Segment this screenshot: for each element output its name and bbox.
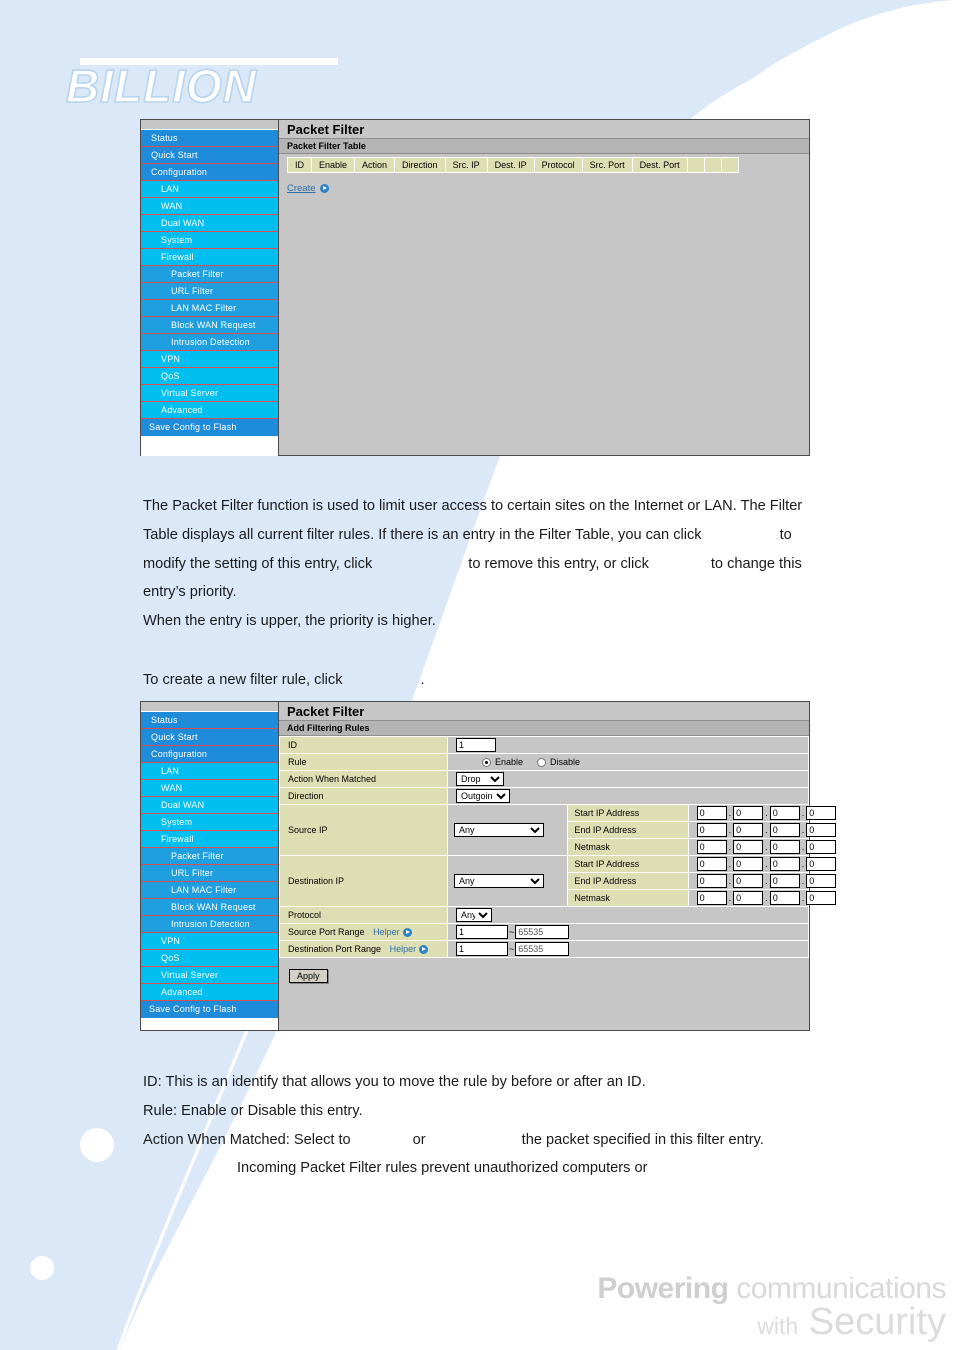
label-source-end-ip: End IP Address: [568, 822, 688, 839]
col-protocol: Protocol: [534, 158, 582, 173]
destination-helper-label: Helper: [389, 944, 417, 954]
label-id: ID: [280, 737, 448, 754]
destination-start-ip-octet-1[interactable]: [697, 857, 727, 871]
footer-communications: communications: [736, 1272, 946, 1306]
sidebar-b-item-quick-start[interactable]: Quick Start: [141, 729, 278, 746]
panel-b-title: Packet Filter: [279, 702, 809, 721]
sidebar-item-lan-mac-filter[interactable]: LAN MAC Filter: [141, 300, 278, 317]
sidebar-top-spacer: [141, 120, 278, 130]
destination-end-ip-octet-2[interactable]: [733, 874, 763, 888]
p1-part-b: to modify the setting of this entry, click: [143, 526, 792, 572]
footer-powering: Powering: [597, 1272, 729, 1306]
label-destination-start-ip: Start IP Address: [568, 856, 688, 873]
sidebar-b-item-virtual-server[interactable]: Virtual Server: [141, 967, 278, 984]
sidebar-bottom-filler: [141, 436, 278, 456]
source-end-ip-octet-3[interactable]: [770, 823, 800, 837]
sidebar-b-item-save-config-to-flash[interactable]: Save Config to Flash: [141, 1001, 278, 1018]
destination-start-ip-octet-2[interactable]: [733, 857, 763, 871]
source-port-from-input[interactable]: [456, 925, 508, 939]
cell-source-start-ip: 0 . 0 . 0 . 0: [688, 805, 808, 822]
sidebar-b-top-spacer: [141, 702, 278, 712]
source-netmask-octet-2[interactable]: [733, 840, 763, 854]
label-destination-port-range: [280, 941, 448, 958]
sidebar-b-item-system[interactable]: System: [141, 814, 278, 831]
sidebar-b-item-status[interactable]: Status: [141, 712, 278, 729]
sidebar-item-url-filter[interactable]: URL Filter: [141, 283, 278, 300]
destination-netmask-octet-2[interactable]: [733, 891, 763, 905]
source-port-to-input[interactable]: [515, 925, 569, 939]
destination-netmask-octet-1[interactable]: [697, 891, 727, 905]
source-start-ip-octet-1[interactable]: [697, 806, 727, 820]
p3-part-a: To create a new filter rule, click: [143, 672, 343, 688]
source-start-ip-octet-2[interactable]: [733, 806, 763, 820]
destination-end-ip-octet-4[interactable]: [806, 874, 836, 888]
row-destination-ip-start: [280, 856, 809, 873]
rule-enable-label: Enable: [495, 757, 524, 767]
sidebar-b-item-firewall[interactable]: Firewall: [141, 831, 278, 848]
cell-action-value: [448, 771, 809, 788]
col-empty-3: [721, 158, 738, 173]
source-end-ip-octet-2[interactable]: [733, 823, 763, 837]
destination-end-ip-octet-1[interactable]: [697, 874, 727, 888]
cell-destination-ip-mode: [448, 856, 568, 907]
row-direction: [280, 788, 809, 805]
rule-disable-label: Disable: [550, 757, 581, 767]
source-end-ip-octet-1[interactable]: [697, 823, 727, 837]
cell-destination-netmask: 0 . 0 . 0 . 0: [688, 890, 808, 907]
sidebar-item-quick-start[interactable]: Quick Start: [141, 147, 278, 164]
col-enable: Enable: [312, 158, 355, 173]
sidebar-item-status[interactable]: Status: [141, 130, 278, 147]
arrow-right-icon: [403, 928, 412, 937]
row-rule: [280, 754, 809, 771]
row-id: [280, 737, 809, 754]
col-src-port: Src. Port: [582, 158, 632, 173]
panel-a-subtitle: Packet Filter Table: [279, 139, 809, 154]
sidebar-b-item-vpn[interactable]: VPN: [141, 933, 278, 950]
label-destination-ip: Destination IP: [280, 856, 448, 907]
sidebar-b-item-lan-mac-filter[interactable]: LAN MAC Filter: [141, 882, 278, 899]
label-action-when-matched: Action When Matched: [280, 771, 448, 788]
p1-part-a: The Packet Filter function is used to limit user access to certain sites on the Internet or LAN. The Filter Table displays all current filter rules. If there is an entry in the Filter Table, you can click: [143, 498, 803, 543]
sidebar-a: [141, 120, 279, 455]
cell-destination-port-range: 1 ~ 65535: [448, 941, 809, 958]
billion-logo: [62, 54, 352, 116]
paragraph-create-rule: [143, 666, 823, 695]
row-protocol: [280, 907, 809, 924]
destination-start-ip-octet-4[interactable]: [806, 857, 836, 871]
destination-port-from-input[interactable]: [456, 942, 508, 956]
sidebar-item-qos[interactable]: QoS: [141, 368, 278, 385]
panel-a-main: [279, 120, 809, 455]
sidebar-b-bottom-filler: [141, 1018, 278, 1030]
sidebar-b: [141, 702, 279, 1030]
footer-security: Security: [808, 1300, 946, 1343]
p4-line2: Rule: Enable or Disable this entry.: [143, 1102, 363, 1119]
row-destination-port-range: [280, 941, 809, 958]
source-port-helper-link[interactable]: [373, 927, 412, 937]
source-helper-label: Helper: [373, 927, 400, 937]
create-link[interactable]: [287, 183, 329, 194]
sidebar-item-system[interactable]: System: [141, 232, 278, 249]
add-filtering-rules-form: [279, 736, 809, 958]
sidebar-item-advanced[interactable]: Advanced: [141, 402, 278, 419]
sidebar-b-item-qos[interactable]: QoS: [141, 950, 278, 967]
p4-line4: Incoming Packet Filter rules prevent unauthorized computers or: [237, 1160, 648, 1177]
sidebar-b-item-packet-filter[interactable]: Packet Filter: [141, 848, 278, 865]
destination-port-helper-link[interactable]: [390, 944, 429, 954]
col-empty-1: [687, 158, 704, 173]
col-action: Action: [355, 158, 395, 173]
destination-port-range-text: Destination Port Range: [288, 944, 382, 954]
protocol-select[interactable]: [456, 908, 492, 922]
sidebar-b-item-block-wan-request[interactable]: Block WAN Request: [141, 899, 278, 916]
rule-disable-radio[interactable]: [537, 758, 546, 767]
sidebar-b-item-dual-wan[interactable]: Dual WAN: [141, 797, 278, 814]
rule-enable-radio[interactable]: [482, 758, 491, 767]
router-ui-panel-packet-filter-table: [140, 119, 810, 456]
cell-source-netmask: 0 . 0 . 0 . 0: [688, 839, 808, 856]
footer-line-2: [597, 1300, 946, 1343]
label-source-start-ip: Start IP Address: [568, 805, 688, 822]
sidebar-b-item-configuration[interactable]: Configuration: [141, 746, 278, 763]
col-id: ID: [288, 158, 312, 173]
cell-direction-value: [448, 788, 809, 805]
sidebar-item-intrusion-detection[interactable]: Intrusion Detection: [141, 334, 278, 351]
label-source-ip: Source IP: [280, 805, 448, 856]
panel-a-title: Packet Filter: [279, 120, 809, 139]
cell-source-port-range: 1 ~ 65535: [448, 924, 809, 941]
sidebar-b-item-intrusion-detection[interactable]: Intrusion Detection: [141, 916, 278, 933]
col-dest-ip: Dest. IP: [487, 158, 534, 173]
cell-rule-value: [448, 754, 809, 771]
label-rule: Rule: [280, 754, 448, 771]
destination-ip-mode-select[interactable]: [454, 874, 544, 888]
id-input[interactable]: [456, 738, 496, 752]
cell-source-end-ip: 0 . 0 . 0 . 0: [688, 822, 808, 839]
p1-part-c: to remove this entry, or click: [468, 555, 649, 572]
footer-with: with: [757, 1312, 799, 1339]
label-destination-end-ip: End IP Address: [568, 873, 688, 890]
sidebar-item-virtual-server[interactable]: Virtual Server: [141, 385, 278, 402]
direction-select[interactable]: [456, 789, 510, 803]
apply-button-area: [279, 958, 809, 992]
source-port-range-text: Source Port Range: [288, 927, 365, 937]
source-start-ip-octet-4[interactable]: [806, 806, 836, 820]
footer-tagline: [597, 1272, 946, 1343]
apply-button[interactable]: Apply: [289, 969, 328, 983]
sidebar-item-configuration[interactable]: Configuration: [141, 164, 278, 181]
source-end-ip-octet-4[interactable]: [806, 823, 836, 837]
p4-line1: ID: This is an identify that allows you to move the rule by before or after an ID.: [143, 1074, 646, 1090]
panel-b-main: [279, 702, 809, 1030]
paragraph-packet-filter-description: [143, 492, 823, 636]
source-netmask-octet-4[interactable]: [806, 840, 836, 854]
sidebar-item-save-config-to-flash[interactable]: Save Config to Flash: [141, 419, 278, 436]
destination-port-to-input[interactable]: [515, 942, 569, 956]
label-protocol: Protocol: [280, 907, 448, 924]
p2-text: When the entry is upper, the priority is higher.: [143, 613, 436, 630]
destination-netmask-octet-3[interactable]: [770, 891, 800, 905]
cell-id-value: [448, 737, 809, 754]
action-when-matched-select[interactable]: [456, 772, 504, 786]
sidebar-b-item-advanced[interactable]: Advanced: [141, 984, 278, 1001]
cell-protocol-value: [448, 907, 809, 924]
sidebar-item-lan[interactable]: LAN: [141, 181, 278, 198]
sidebar-b-item-lan[interactable]: LAN: [141, 763, 278, 780]
row-action-when-matched: [280, 771, 809, 788]
p1-part-d: to change this entry’s priority.: [143, 555, 802, 601]
p4-line3b: or: [412, 1131, 426, 1148]
cell-source-ip-mode: [448, 805, 568, 856]
p4-line3c: the packet specified in this filter entry.: [521, 1131, 764, 1148]
source-netmask-octet-1[interactable]: [697, 840, 727, 854]
arrow-right-icon: [419, 945, 428, 954]
p3-part-b: .: [420, 672, 425, 688]
label-source-netmask: Netmask: [568, 839, 688, 856]
cell-destination-end-ip: 0 . 0 . 0 . 0: [688, 873, 808, 890]
panel-b-subtitle: Add Filtering Rules: [279, 721, 809, 736]
table-header-row: [288, 158, 739, 173]
source-ip-mode-select[interactable]: [454, 823, 544, 837]
row-source-ip-start: [280, 805, 809, 822]
logo-text: BILLION: [66, 60, 257, 112]
sidebar-item-wan[interactable]: WAN: [141, 198, 278, 215]
sidebar-b-item-url-filter[interactable]: URL Filter: [141, 865, 278, 882]
sidebar-b-item-wan[interactable]: WAN: [141, 780, 278, 797]
arrow-right-icon: [320, 184, 329, 193]
col-direction: Direction: [395, 158, 446, 173]
sidebar-item-vpn[interactable]: VPN: [141, 351, 278, 368]
col-dest-port: Dest. Port: [632, 158, 687, 173]
sidebar-item-dual-wan[interactable]: Dual WAN: [141, 215, 278, 232]
destination-end-ip-octet-3[interactable]: [770, 874, 800, 888]
col-src-ip: Src. IP: [445, 158, 487, 173]
sidebar-item-block-wan-request[interactable]: Block WAN Request: [141, 317, 278, 334]
row-source-port-range: [280, 924, 809, 941]
p4-line3a: Action When Matched: Select to: [143, 1131, 351, 1148]
source-start-ip-octet-3[interactable]: [770, 806, 800, 820]
col-empty-2: [704, 158, 721, 173]
destination-netmask-octet-4[interactable]: [806, 891, 836, 905]
source-netmask-octet-3[interactable]: [770, 840, 800, 854]
sidebar-item-firewall[interactable]: Firewall: [141, 249, 278, 266]
paragraph-field-descriptions: [143, 1068, 823, 1183]
label-direction: Direction: [280, 788, 448, 805]
create-label: Create: [287, 183, 316, 194]
sidebar-item-packet-filter[interactable]: Packet Filter: [141, 266, 278, 283]
label-source-port-range: [280, 924, 448, 941]
destination-start-ip-octet-3[interactable]: [770, 857, 800, 871]
packet-filter-table: [287, 157, 739, 173]
footer-line-1: [597, 1272, 946, 1306]
cell-destination-start-ip: 0 . 0 . 0 . 0: [688, 856, 808, 873]
label-destination-netmask: Netmask: [568, 890, 688, 907]
router-ui-panel-add-filtering-rules: [140, 701, 810, 1031]
